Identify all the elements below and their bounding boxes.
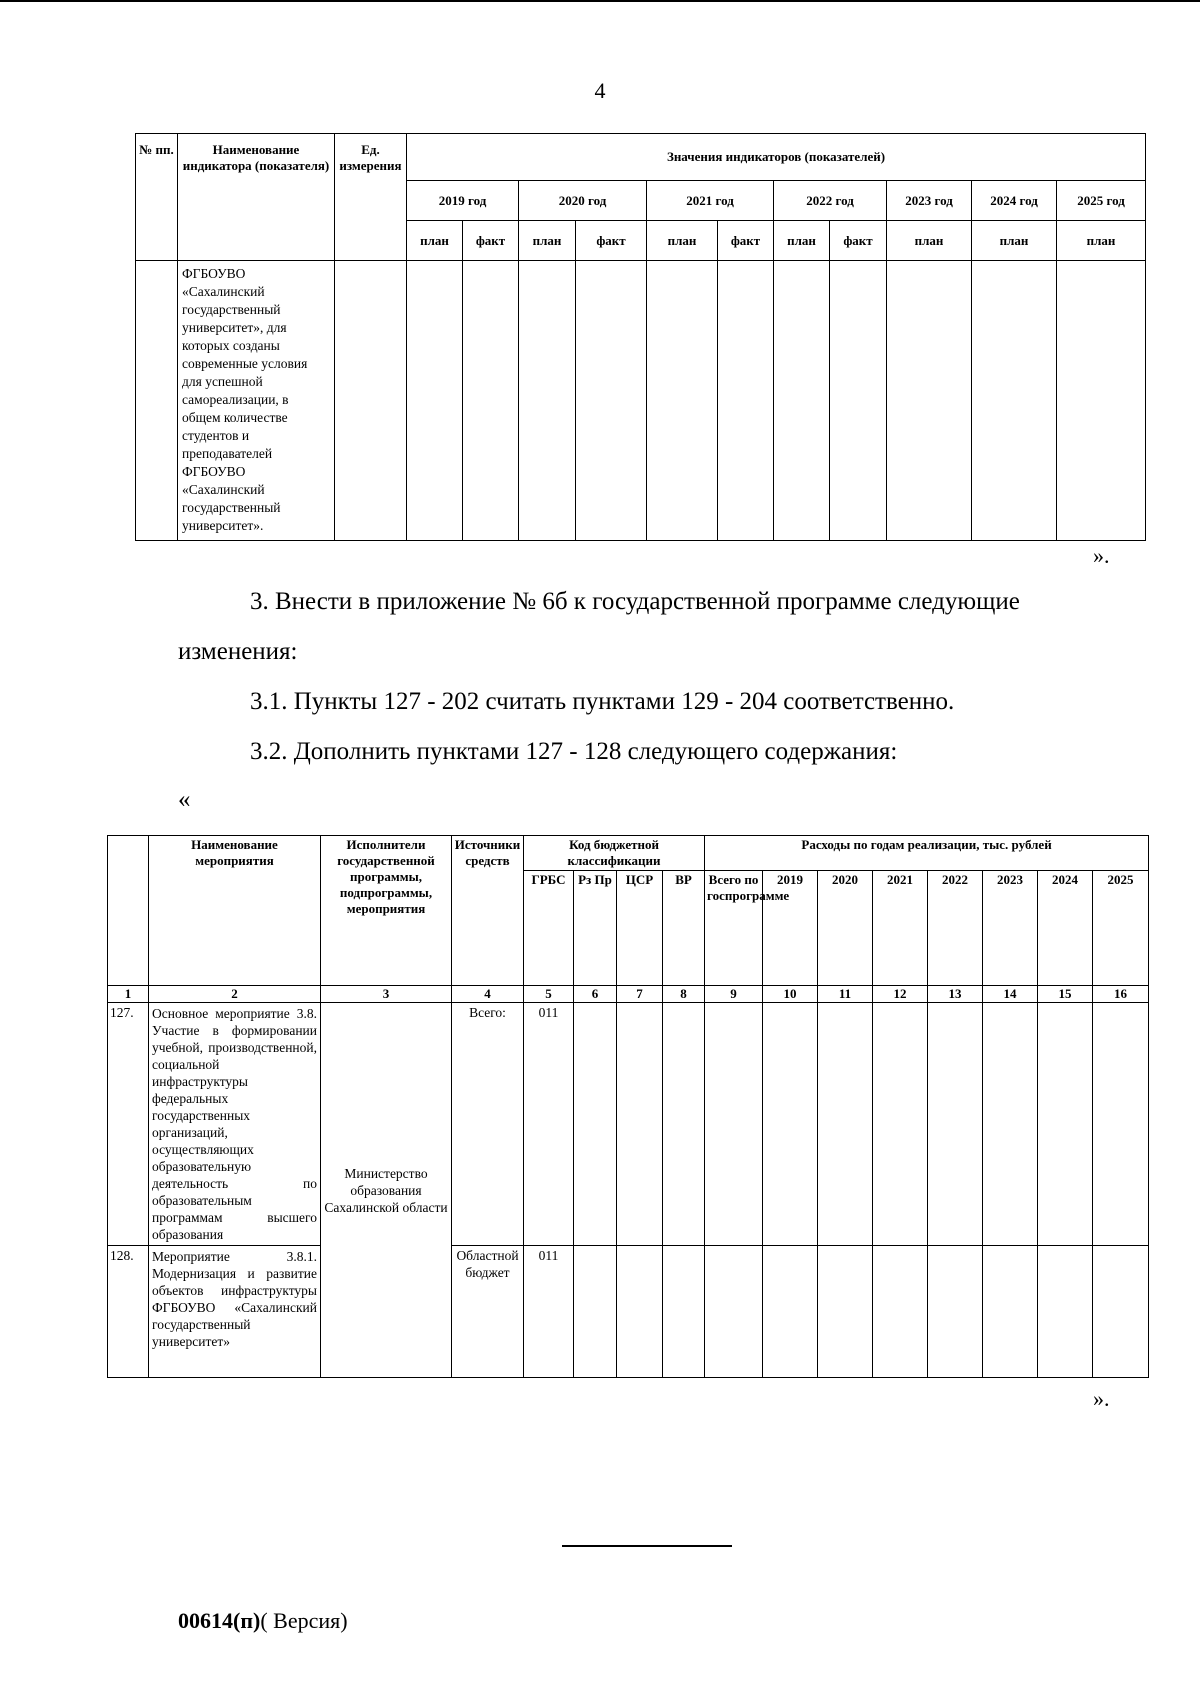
empty-cell — [574, 1246, 617, 1378]
page-number: 4 — [594, 78, 606, 103]
header-rzpr: Рз Пр — [574, 871, 617, 986]
paragraph-3: 3. Внести в приложение № 6б к государственной программе следующие — [250, 588, 1020, 615]
grbs-cell: 011 — [524, 1246, 574, 1378]
empty-cell — [407, 261, 463, 541]
empty-cell — [617, 1003, 663, 1246]
empty-cell — [763, 1246, 818, 1378]
empty-cell — [705, 1246, 763, 1378]
top-border-line — [0, 0, 1200, 2]
activity-name-cell: Мероприятие 3.8.1. Модернизация и развитие объектов инфраструктуры ФГБОУВО «Сахалинский государственный университет» — [149, 1246, 321, 1378]
header-year: 2020 — [818, 871, 873, 986]
header-total: Всего по госпрограмме — [705, 871, 763, 986]
header-year: 2024 — [1038, 871, 1093, 986]
empty-cell — [873, 1003, 928, 1246]
header-budget-code: Код бюджетной классификации — [524, 836, 705, 871]
header-fact: факт — [576, 221, 647, 261]
grbs-cell: 011 — [524, 1003, 574, 1246]
header-indicator-values: Значения индикаторов (показателей) — [407, 134, 1146, 181]
activities-table — [107, 835, 1149, 1378]
header-activity-name: Наименование мероприятия — [149, 836, 321, 986]
header-executors: Исполнители государственной программы, подпрограммы, мероприятия — [321, 836, 452, 986]
empty-cell — [1093, 1003, 1149, 1246]
column-number: 2 — [149, 986, 321, 1003]
column-number: 11 — [818, 986, 873, 1003]
header-csr: ЦСР — [617, 871, 663, 986]
header-year: 2022 — [928, 871, 983, 986]
column-number: 14 — [983, 986, 1038, 1003]
header-year: 2021 год — [647, 181, 774, 221]
header-plan: план — [972, 221, 1057, 261]
header-plan: план — [519, 221, 576, 261]
empty-cell — [983, 1003, 1038, 1246]
document-code — [178, 1608, 348, 1634]
column-number: 9 — [705, 986, 763, 1003]
paragraph-3-1: 3.1. Пункты 127 - 202 считать пунктами 129 - 204 соответственно. — [250, 688, 955, 715]
empty-cell — [335, 261, 407, 541]
source-cell: Всего: — [452, 1003, 524, 1246]
paragraph-3-continued: изменения: — [178, 638, 298, 665]
closing-quote: ». — [1093, 1386, 1110, 1411]
empty-cell — [763, 1003, 818, 1246]
header-year: 2025 — [1093, 871, 1149, 986]
header-plan: план — [647, 221, 718, 261]
column-number: 6 — [574, 986, 617, 1003]
empty-cell — [972, 261, 1057, 541]
row-number: 128. — [108, 1246, 149, 1378]
header-num-blank — [108, 836, 149, 986]
empty-cell — [928, 1003, 983, 1246]
column-number: 15 — [1038, 986, 1093, 1003]
header-year: 2021 — [873, 871, 928, 986]
header-year: 2022 год — [774, 181, 887, 221]
empty-cell — [983, 1246, 1038, 1378]
empty-cell — [1093, 1246, 1149, 1378]
header-plan: план — [407, 221, 463, 261]
header-sources: Источники средств — [452, 836, 524, 986]
empty-cell — [617, 1246, 663, 1378]
indicator-name-cell: ФГБОУВО «Сахалинский государственный университет», для которых созданы современные условия для успешной самореализации, в общем количестве студентов и преподавателей ФГБОУВО «Сахалинский государственный университет». — [178, 261, 335, 541]
indicators-table — [135, 133, 1146, 541]
header-year: 2023 год — [887, 181, 972, 221]
header-grbs: ГРБС — [524, 871, 574, 986]
empty-cell — [718, 261, 774, 541]
column-numbers-row — [108, 986, 1149, 1003]
header-fact: факт — [463, 221, 519, 261]
opening-quote: « — [178, 786, 191, 813]
empty-cell — [887, 261, 972, 541]
closing-quote: ». — [1093, 543, 1110, 568]
document-version: ( Версия) — [260, 1608, 348, 1633]
empty-cell — [576, 261, 647, 541]
column-number: 12 — [873, 986, 928, 1003]
column-number: 13 — [928, 986, 983, 1003]
column-number: 5 — [524, 986, 574, 1003]
document-number: 00614(п) — [178, 1608, 261, 1633]
header-fact: факт — [830, 221, 887, 261]
header-year: 2023 — [983, 871, 1038, 986]
empty-cell — [873, 1246, 928, 1378]
header-year: 2019 — [763, 871, 818, 986]
empty-cell — [774, 261, 830, 541]
column-number: 1 — [108, 986, 149, 1003]
table-row — [108, 1003, 1149, 1246]
empty-cell — [663, 1246, 705, 1378]
column-number: 7 — [617, 986, 663, 1003]
header-vr: ВР — [663, 871, 705, 986]
header-plan: план — [1057, 221, 1146, 261]
empty-cell — [463, 261, 519, 541]
paragraph-3-2: 3.2. Дополнить пунктами 127 - 128 следующего содержания: — [250, 738, 898, 765]
row-number: 127. — [108, 1003, 149, 1246]
header-year: 2020 год — [519, 181, 647, 221]
empty-cell — [574, 1003, 617, 1246]
column-number: 8 — [663, 986, 705, 1003]
empty-cell — [1038, 1246, 1093, 1378]
header-expenses: Расходы по годам реализации, тыс. рублей — [705, 836, 1149, 871]
header-year: 2019 год — [407, 181, 519, 221]
header-fact: факт — [718, 221, 774, 261]
footer-separator — [562, 1545, 732, 1547]
empty-cell — [1038, 1003, 1093, 1246]
header-unit: Ед. измерения — [335, 134, 407, 261]
table-row — [136, 261, 1146, 541]
empty-cell — [1057, 261, 1146, 541]
column-number: 16 — [1093, 986, 1149, 1003]
empty-cell — [519, 261, 576, 541]
header-year: 2025 год — [1057, 181, 1146, 221]
empty-cell — [830, 261, 887, 541]
header-num: № пп. — [136, 134, 178, 261]
row-num-cell — [136, 261, 178, 541]
table-row — [108, 1246, 1149, 1378]
header-year: 2024 год — [972, 181, 1057, 221]
column-number: 10 — [763, 986, 818, 1003]
empty-cell — [663, 1003, 705, 1246]
header-plan: план — [774, 221, 830, 261]
activity-name-cell: Основное мероприятие 3.8. Участие в формировании учебной, производственной, социальной инфраструктуры федеральных государственных организаций, осуществляющих образовательную деятельность по образовательным программам высшего образования — [149, 1003, 321, 1246]
empty-cell — [818, 1246, 873, 1378]
executor-cell: Министерство образования Сахалинской области — [321, 1003, 452, 1378]
column-number: 4 — [452, 986, 524, 1003]
empty-cell — [705, 1003, 763, 1246]
empty-cell — [928, 1246, 983, 1378]
source-cell: Областной бюджет — [452, 1246, 524, 1378]
column-number: 3 — [321, 986, 452, 1003]
empty-cell — [647, 261, 718, 541]
header-indicator-name: Наименование индикатора (показателя) — [178, 134, 335, 261]
header-plan: план — [887, 221, 972, 261]
empty-cell — [818, 1003, 873, 1246]
